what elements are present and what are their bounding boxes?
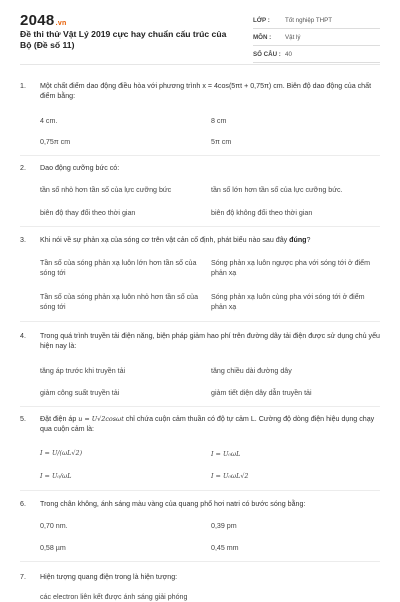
option-a[interactable]: tăng áp trước khi truyền tải [40, 367, 126, 375]
option-b[interactable]: tần số lớn hơn tần số của lực cưỡng bức. [211, 186, 343, 194]
question-4 [20, 331, 380, 351]
option-a[interactable]: Tần số của sóng phản xạ luôn lớn hơn tần số của sóng tới [40, 259, 197, 277]
question-divider [20, 406, 380, 407]
question-6 [20, 499, 380, 509]
question-divider [20, 226, 380, 227]
option-c[interactable]: Tần số của sóng phản xạ luôn nhỏ hơn tần số của sóng tới [40, 293, 199, 311]
option-d[interactable]: Sóng phản xạ luôn cùng pha với sóng tới ở điểm phản xạ [211, 293, 365, 311]
formula: I = U₀/ωL [40, 472, 72, 480]
meta-key: MÔN : [253, 33, 272, 41]
question-keyword: đúng [289, 236, 307, 244]
option-a[interactable]: tần số nhỏ hơn tần số của lực cưỡng bức [40, 186, 172, 194]
question-number: 1. [20, 82, 26, 90]
question-text-part: Khi nói về sự phản xạ của sóng cơ trên vật cản cố định, phát biểu nào sau đây [40, 236, 290, 244]
option-c[interactable]: giảm công suất truyền tải [40, 389, 120, 397]
question-text-part: chỉ chứa cuộn cảm thuần có độ tự cảm L. Cường độ dòng điện hiệu dụng chạy qua cuộn cảm là: [40, 415, 375, 433]
meta-value: 40 [285, 50, 292, 58]
option-c[interactable] [40, 471, 72, 481]
question-number: 6. [20, 500, 26, 508]
meta-row-subject [253, 29, 380, 46]
question-divider [20, 155, 380, 156]
meta-value: Vật lý [285, 33, 301, 41]
question-text-part: Đặt điện áp [40, 415, 79, 423]
question-text: Hiện tượng quang điện trong là hiện tượng: [40, 573, 178, 581]
meta-key: LỚP : [253, 16, 270, 24]
question-7 [20, 572, 380, 582]
meta-key: SỐ CÂU : [253, 50, 281, 58]
formula: I = U₀ωL [211, 450, 241, 458]
exam-meta [253, 12, 380, 63]
question-1 [20, 81, 380, 101]
question-number: 5. [20, 415, 26, 423]
formula: I = U/(ωL√2) [40, 449, 83, 457]
question-text-part: ? [306, 236, 311, 244]
question-number: 2. [20, 164, 26, 172]
option-a[interactable]: các electron liên kết được ánh sáng giải phóng [40, 593, 188, 601]
question-text: Dao động cưỡng bức có: [40, 164, 120, 172]
question-text [40, 414, 380, 434]
option-b[interactable] [211, 449, 240, 459]
logo-text: 2048 [20, 12, 55, 29]
meta-row-class [253, 12, 380, 29]
question-text: Trong chân không, ánh sáng màu vàng của quang phổ hơi natri có bước sóng bằng: [40, 500, 306, 508]
header-divider [20, 64, 380, 65]
option-c[interactable]: 0,58 µm [40, 544, 66, 552]
question-number: 4. [20, 332, 26, 340]
option-d[interactable]: giảm tiết diện dây dẫn truyền tải [211, 389, 312, 397]
option-d[interactable] [211, 471, 248, 481]
option-a[interactable] [40, 448, 82, 458]
site-logo[interactable] [20, 12, 67, 29]
voltage-formula: u = U√2cosωt [78, 415, 124, 423]
option-b[interactable]: 0,39 pm [211, 522, 237, 530]
question-text [40, 235, 380, 245]
option-a[interactable]: 0,70 nm. [40, 522, 68, 530]
option-d[interactable]: 0,45 mm [211, 544, 239, 552]
option-b[interactable]: tăng chiều dài đường dây [211, 367, 292, 375]
meta-row-count [253, 46, 380, 63]
exam-title: Đề thi thử Vật Lý 2019 cực hay chuẩn cấu trúc của Bộ (Đề số 11) [20, 29, 227, 50]
question-text: Một chất điểm dao động điều hòa với phương trình x = 4cos(5πt + 0,75π) cm. Biên độ dao động của chất điểm bằng: [40, 82, 372, 100]
question-number: 7. [20, 573, 26, 581]
option-c[interactable]: 0,75π cm [40, 138, 71, 146]
question-3 [20, 235, 380, 245]
question-divider [20, 561, 380, 562]
formula: I = U₀ωL√2 [211, 472, 249, 480]
option-b[interactable]: 8 cm [211, 117, 227, 125]
question-number: 3. [20, 236, 26, 244]
option-d[interactable]: biên độ không đổi theo thời gian [211, 209, 313, 217]
question-text: Trong quá trình truyền tải điện năng, biện pháp giảm hao phí trên đường dây tải điện được sử dụng chủ yếu hiện nay là: [40, 332, 380, 350]
question-divider [20, 490, 380, 491]
question-5 [20, 414, 380, 434]
meta-value: Tốt nghiệp THPT [285, 16, 333, 24]
option-a[interactable]: 4 cm. [40, 117, 58, 125]
question-2 [20, 163, 380, 173]
logo-suffix: .vn [55, 20, 67, 27]
question-divider [20, 321, 380, 322]
option-b[interactable]: Sóng phản xạ luôn ngược pha với sóng tới ở điểm phản xạ [211, 259, 371, 277]
option-c[interactable]: biên độ thay đổi theo thời gian [40, 209, 136, 217]
option-d[interactable]: 5π cm [211, 138, 232, 146]
